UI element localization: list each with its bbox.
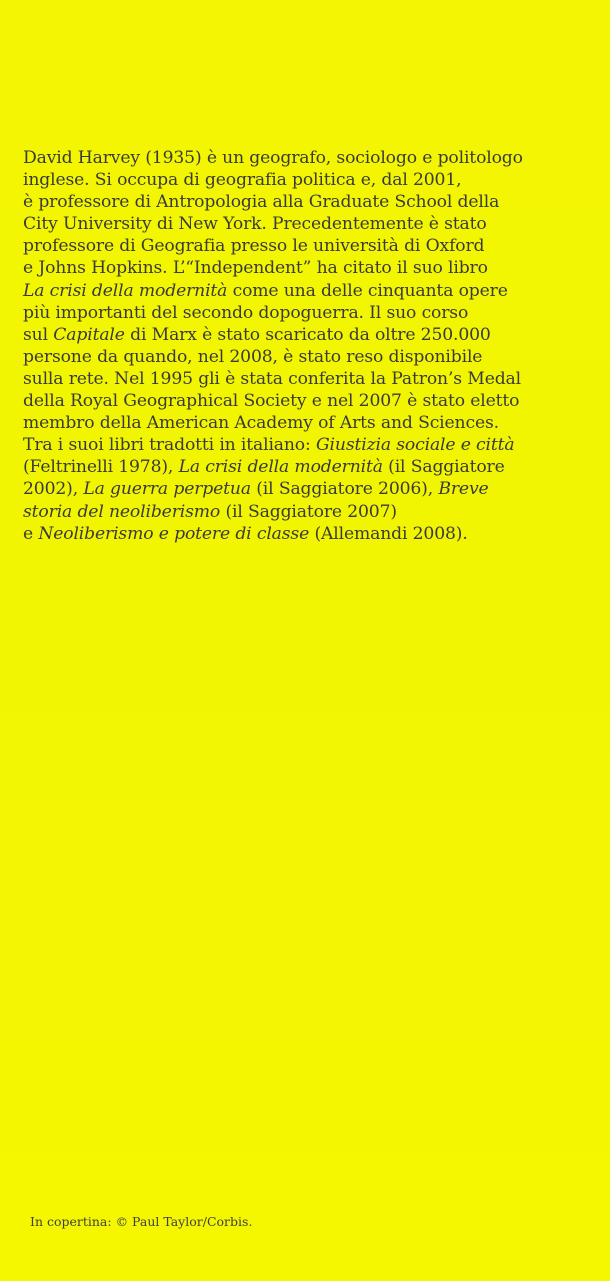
- bio-text-segment: più importanti del secondo dopoguerra. Il suo corso: [23, 302, 469, 323]
- bio-line: [23, 191, 593, 213]
- bio-text-segment: e Johns Hopkins. L’“Independent” ha citato il suo libro: [23, 258, 488, 279]
- bio-text-segment: (il Saggiatore 2007): [220, 501, 397, 522]
- book-title-italic: La guerra perpetua: [83, 479, 251, 500]
- bio-text-segment: sulla rete. Nel 1995 gli è stata conferita la Patron’s Medal: [23, 368, 522, 389]
- bio-line: [23, 412, 593, 434]
- bio-text-segment: della Royal Geographical Society e nel 2007 è stato eletto: [23, 391, 520, 412]
- bio-text-segment: di Marx è stato scaricato da oltre 250.000: [124, 324, 491, 345]
- bio-line: [23, 235, 593, 257]
- book-title-italic: Breve: [438, 479, 489, 500]
- bio-line: [23, 346, 593, 368]
- bio-line: [23, 147, 593, 169]
- book-title-italic: Capitale: [53, 324, 125, 345]
- bio-line: [23, 368, 593, 390]
- bio-line: [23, 257, 593, 279]
- bio-text-segment: Tra i suoi libri tradotti in italiano:: [23, 435, 316, 456]
- bio-text-segment: professore di Geografia presso le università di Oxford: [23, 236, 485, 257]
- bio-line: [23, 324, 593, 346]
- bio-text-segment: 2002),: [23, 479, 84, 500]
- bio-text-segment: City University di New York. Precedentemente è stato: [23, 214, 487, 235]
- bio-text-segment: persone da quando, nel 2008, è stato reso disponibile: [23, 346, 483, 367]
- book-title-italic: La crisi della modernità: [178, 457, 383, 478]
- book-title-italic: La crisi della modernità: [23, 280, 228, 301]
- bio-text-segment: è professore di Antropologia alla Graduate School della: [23, 192, 500, 213]
- bio-text-segment: membro della American Academy of Arts and Sciences.: [23, 413, 499, 434]
- bio-text-segment: come una delle cinquanta opere: [227, 280, 508, 301]
- bio-line: [23, 478, 593, 500]
- bio-line: [23, 456, 593, 478]
- author-biography: [23, 147, 593, 545]
- bio-text-segment: David Harvey (1935) è un geografo, sociologo e politologo: [23, 148, 523, 168]
- bio-line: [23, 302, 593, 324]
- cover-photo-credit: In copertina: © Paul Taylor/Corbis.: [30, 1214, 253, 1229]
- bio-line: [23, 213, 593, 235]
- book-title-italic: Giustizia sociale e città: [315, 435, 515, 456]
- bio-line: [23, 390, 593, 412]
- bio-text-segment: (Feltrinelli 1978),: [23, 457, 179, 478]
- bio-text-segment: e: [23, 523, 39, 544]
- bio-line: [23, 434, 593, 456]
- bio-line: [23, 169, 593, 191]
- bio-text-segment: inglese. Si occupa di geografia politica e, dal 2001,: [23, 170, 462, 191]
- book-title-italic: Neoliberismo e potere di classe: [38, 523, 310, 544]
- bio-line: [23, 523, 593, 545]
- bio-line: [23, 280, 593, 302]
- bio-line: [23, 501, 593, 523]
- bio-text-segment: (il Saggiatore 2006),: [250, 479, 439, 500]
- bio-text-segment: (il Saggiatore: [382, 457, 505, 478]
- book-title-italic: storia del neoliberismo: [23, 501, 221, 522]
- bio-text-segment: (Allemandi 2008).: [309, 523, 468, 544]
- bio-text-segment: sul: [23, 324, 54, 345]
